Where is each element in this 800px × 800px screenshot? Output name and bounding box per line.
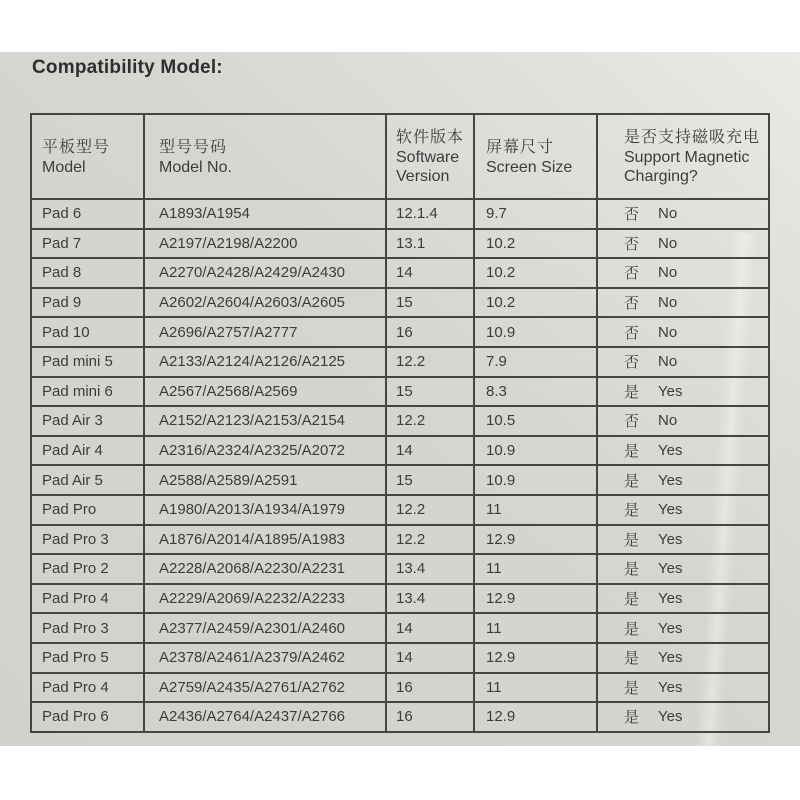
- cell-screen-size: 11: [473, 614, 596, 642]
- cell-software-version: 14: [385, 644, 473, 672]
- magnetic-en: No: [658, 323, 678, 341]
- cell-screen-size: 12.9: [473, 585, 596, 613]
- table-row: [32, 524, 768, 554]
- cell-model-no: A1980/A2013/A1934/A1979: [143, 496, 385, 524]
- table-row: [32, 228, 768, 258]
- table-row: [32, 257, 768, 287]
- cell-magnetic-charging: [596, 555, 768, 583]
- cell-magnetic-charging: [596, 526, 768, 554]
- magnetic-zh: 是: [624, 591, 640, 609]
- header-label-zh: 软件版本: [396, 129, 465, 147]
- cell-screen-size: 10.2: [473, 230, 596, 258]
- header-label-en: Software Version: [396, 148, 460, 186]
- cell-model: Pad 10: [42, 323, 90, 341]
- cell-screen-size: 10.5: [473, 407, 596, 435]
- cell-screen-size: 12.9: [473, 644, 596, 672]
- cell-magnetic-charging: [596, 614, 768, 642]
- table-row: [32, 583, 768, 613]
- header-label-en: Model: [42, 158, 86, 176]
- cell-magnetic-charging: [596, 437, 768, 465]
- magnetic-en: Yes: [658, 708, 683, 726]
- magnetic-en: No: [658, 205, 678, 223]
- magnetic-zh: 是: [624, 679, 640, 697]
- cell-magnetic-charging: [596, 466, 768, 494]
- magnetic-zh: 否: [624, 324, 640, 342]
- magnetic-en: Yes: [658, 678, 683, 696]
- cell-model-no: A2133/A2124/A2126/A2125: [143, 348, 385, 376]
- magnetic-en: No: [658, 234, 678, 252]
- cell-software-version: 14: [385, 259, 473, 287]
- magnetic-zh: 是: [624, 502, 640, 520]
- header-label-zh: 型号号码: [159, 138, 228, 156]
- cell-magnetic-charging: [596, 318, 768, 346]
- cell-software-version: 15: [385, 289, 473, 317]
- cell-software-version: 12.2: [385, 348, 473, 376]
- table-row: [32, 287, 768, 317]
- magnetic-en: Yes: [658, 442, 683, 460]
- cell-screen-size: 10.9: [473, 437, 596, 465]
- cell-magnetic-charging: [596, 200, 768, 228]
- cell-model: Pad Air 4: [42, 442, 103, 460]
- cell-software-version: 14: [385, 437, 473, 465]
- cell-screen-size: 10.2: [473, 289, 596, 317]
- table-row: [32, 701, 768, 731]
- cell-software-version: 15: [385, 466, 473, 494]
- cell-model: Pad Pro 3: [42, 530, 109, 548]
- table-row: [32, 642, 768, 672]
- magnetic-en: Yes: [658, 471, 683, 489]
- magnetic-zh: 否: [624, 413, 640, 431]
- cell-model-no: A2197/A2198/A2200: [143, 230, 385, 258]
- cell-model-no: A2377/A2459/A2301/A2460: [143, 614, 385, 642]
- header-cell-1: [143, 115, 385, 198]
- cell-magnetic-charging: [596, 496, 768, 524]
- header-cell-3: [473, 115, 596, 198]
- magnetic-en: Yes: [658, 590, 683, 608]
- cell-magnetic-charging: [596, 378, 768, 406]
- cell-software-version: 12.2: [385, 496, 473, 524]
- cell-model: Pad Air 5: [42, 471, 103, 489]
- header-label-en: Support Magnetic Charging?: [624, 148, 750, 186]
- compatibility-table: [30, 113, 770, 733]
- magnetic-en: Yes: [658, 649, 683, 667]
- cell-screen-size: 12.9: [473, 703, 596, 731]
- cell-model-no: A2588/A2589/A2591: [143, 466, 385, 494]
- cell-software-version: 12.1.4: [385, 200, 473, 228]
- cell-screen-size: 11: [473, 555, 596, 583]
- magnetic-en: No: [658, 294, 678, 312]
- cell-model: Pad Pro 5: [42, 649, 109, 667]
- cell-model-no: A2378/A2461/A2379/A2462: [143, 644, 385, 672]
- cell-model-no: A2602/A2604/A2603/A2605: [143, 289, 385, 317]
- cell-model-no: A2229/A2069/A2232/A2233: [143, 585, 385, 613]
- cell-model: Pad Pro 3: [42, 619, 109, 637]
- cell-model-no: A2316/A2324/A2325/A2072: [143, 437, 385, 465]
- cell-software-version: 15: [385, 378, 473, 406]
- magnetic-en: Yes: [658, 501, 683, 519]
- page-title: Compatibility Model:: [32, 57, 223, 78]
- table-body: [32, 198, 768, 731]
- cell-software-version: 16: [385, 674, 473, 702]
- magnetic-en: No: [658, 412, 678, 430]
- cell-model-no: A2696/A2757/A2777: [143, 318, 385, 346]
- header-cell-2: [385, 115, 473, 198]
- cell-model-no: A1893/A1954: [143, 200, 385, 228]
- cell-model-no: A1876/A2014/A1895/A1983: [143, 526, 385, 554]
- cell-model: Pad Air 3: [42, 412, 103, 430]
- cell-magnetic-charging: [596, 259, 768, 287]
- header-label-en: Model No.: [159, 158, 232, 176]
- cell-model: Pad Pro 4: [42, 678, 109, 696]
- magnetic-en: No: [658, 264, 678, 282]
- cell-software-version: 12.2: [385, 407, 473, 435]
- cell-model: Pad mini 5: [42, 353, 113, 371]
- cell-software-version: 16: [385, 318, 473, 346]
- cell-screen-size: 12.9: [473, 526, 596, 554]
- cell-model: Pad Pro: [42, 501, 97, 519]
- cell-screen-size: 9.7: [473, 200, 596, 228]
- cell-screen-size: 7.9: [473, 348, 596, 376]
- cell-magnetic-charging: [596, 644, 768, 672]
- table-header-row: [32, 115, 768, 198]
- magnetic-zh: 是: [624, 620, 640, 638]
- magnetic-zh: 否: [624, 235, 640, 253]
- cell-magnetic-charging: [596, 407, 768, 435]
- table-row: [32, 405, 768, 435]
- cell-magnetic-charging: [596, 230, 768, 258]
- table-row: [32, 612, 768, 642]
- cell-screen-size: 11: [473, 496, 596, 524]
- cell-model: Pad 7: [42, 234, 82, 252]
- cell-model: Pad mini 6: [42, 382, 113, 400]
- cell-model-no: A2759/A2435/A2761/A2762: [143, 674, 385, 702]
- magnetic-en: Yes: [658, 530, 683, 548]
- cell-screen-size: 10.9: [473, 318, 596, 346]
- cell-model: Pad 8: [42, 264, 82, 282]
- cell-software-version: 13.1: [385, 230, 473, 258]
- cell-model: Pad Pro 4: [42, 590, 109, 608]
- cell-screen-size: 11: [473, 674, 596, 702]
- magnetic-zh: 是: [624, 472, 640, 490]
- header-label-zh: 平板型号: [42, 138, 111, 156]
- cell-software-version: 13.4: [385, 585, 473, 613]
- cell-screen-size: 10.2: [473, 259, 596, 287]
- label-photo-area: [0, 52, 800, 746]
- table-row: [32, 198, 768, 228]
- magnetic-zh: 否: [624, 295, 640, 313]
- cell-model-no: A2567/A2568/A2569: [143, 378, 385, 406]
- magnetic-zh: 否: [624, 265, 640, 283]
- magnetic-en: Yes: [658, 382, 683, 400]
- cell-magnetic-charging: [596, 674, 768, 702]
- cell-software-version: 12.2: [385, 526, 473, 554]
- cell-software-version: 14: [385, 614, 473, 642]
- magnetic-zh: 是: [624, 650, 640, 668]
- cell-magnetic-charging: [596, 348, 768, 376]
- magnetic-zh: 是: [624, 561, 640, 579]
- cell-model: Pad Pro 2: [42, 560, 109, 578]
- table-row: [32, 346, 768, 376]
- cell-model-no: A2152/A2123/A2153/A2154: [143, 407, 385, 435]
- header-cell-0: [32, 115, 143, 198]
- header-label-en: Screen Size: [486, 158, 573, 176]
- magnetic-en: Yes: [658, 560, 683, 578]
- cell-magnetic-charging: [596, 585, 768, 613]
- magnetic-en: Yes: [658, 619, 683, 637]
- table-row: [32, 672, 768, 702]
- magnetic-zh: 是: [624, 383, 640, 401]
- table-row: [32, 316, 768, 346]
- cell-model: Pad 6: [42, 205, 82, 223]
- cell-screen-size: 10.9: [473, 466, 596, 494]
- cell-software-version: 16: [385, 703, 473, 731]
- cell-screen-size: 8.3: [473, 378, 596, 406]
- table-row: [32, 376, 768, 406]
- table-row: [32, 553, 768, 583]
- cell-software-version: 13.4: [385, 555, 473, 583]
- cell-model: Pad 9: [42, 294, 82, 312]
- cell-model-no: A2436/A2764/A2437/A2766: [143, 703, 385, 731]
- magnetic-zh: 否: [624, 354, 640, 372]
- magnetic-zh: 是: [624, 531, 640, 549]
- header-label-zh: 屏幕尺寸: [486, 138, 555, 156]
- table-row: [32, 464, 768, 494]
- table-row: [32, 494, 768, 524]
- header-label-zh: 是否支持磁吸充电: [624, 129, 761, 147]
- cell-model-no: A2228/A2068/A2230/A2231: [143, 555, 385, 583]
- cell-model: Pad Pro 6: [42, 708, 109, 726]
- magnetic-zh: 否: [624, 206, 640, 224]
- header-cell-4: [596, 115, 768, 198]
- magnetic-zh: 是: [624, 709, 640, 727]
- cell-magnetic-charging: [596, 289, 768, 317]
- cell-model-no: A2270/A2428/A2429/A2430: [143, 259, 385, 287]
- magnetic-zh: 是: [624, 443, 640, 461]
- table-row: [32, 435, 768, 465]
- cell-magnetic-charging: [596, 703, 768, 731]
- magnetic-en: No: [658, 353, 678, 371]
